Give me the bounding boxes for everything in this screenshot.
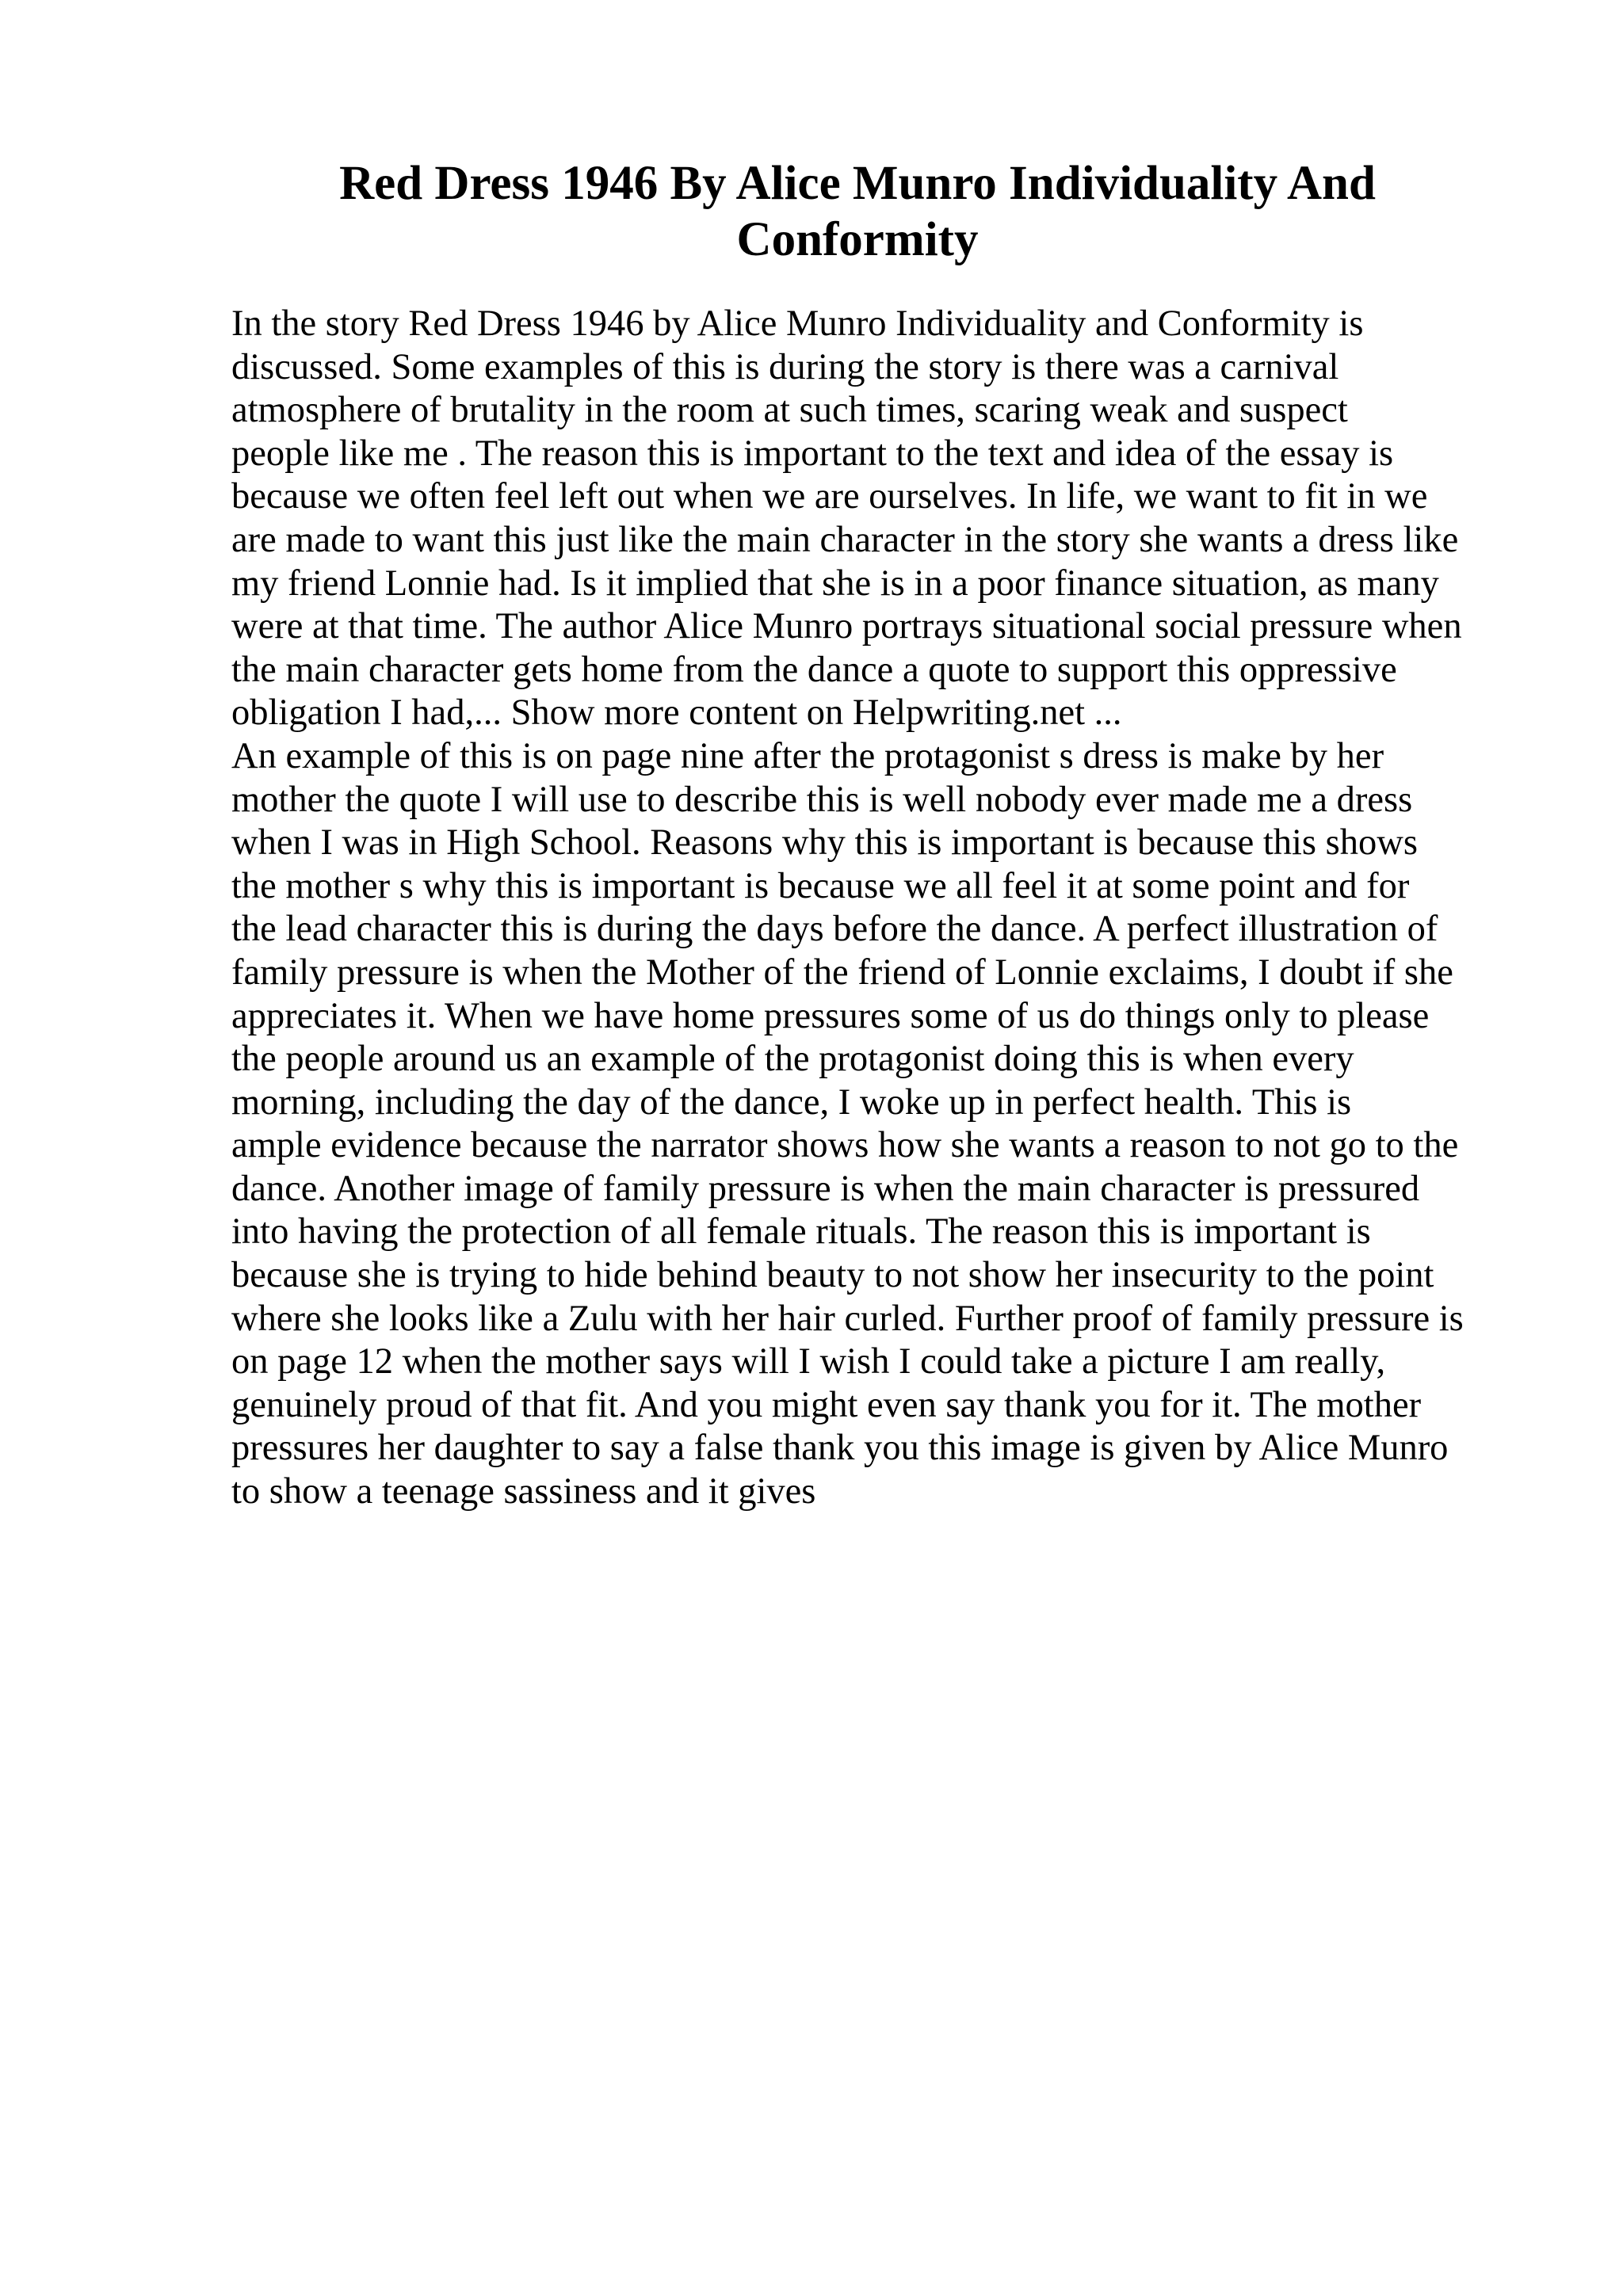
body-line: to show a teenage sassiness and it gives bbox=[231, 1471, 816, 1512]
body-line: because she is trying to hide behind beauty to not show her insecurity to the point bbox=[231, 1255, 1434, 1296]
body-line: into having the protection of all female rituals. The reason this is important is bbox=[231, 1211, 1371, 1253]
body-line: on page 12 when the mother says will I wish I could take a picture I am really, bbox=[231, 1341, 1386, 1383]
body-line: were at that time. The author Alice Munro portrays situational social pressure when bbox=[231, 606, 1462, 647]
body-line: discussed. Some examples of this is during the story is there was a carnival bbox=[231, 346, 1339, 387]
body-line: when I was in High School. Reasons why this is important is because this shows bbox=[231, 822, 1418, 864]
body-line: are made to want this just like the main character in the story she wants a dress like bbox=[231, 519, 1459, 560]
essay-body bbox=[231, 303, 1484, 1514]
title-line: Red Dress 1946 By Alice Munro Individuality And bbox=[339, 157, 1376, 210]
body-line: people like me . The reason this is important to the text and idea of the essay is bbox=[231, 433, 1394, 474]
body-line: ample evidence because the narrator shows how she wants a reason to not go to the bbox=[231, 1125, 1459, 1166]
body-line: the lead character this is during the days before the dance. A perfect illustration of bbox=[231, 909, 1438, 950]
body-line: genuinely proud of that fit. And you might even say thank you for it. The mother bbox=[231, 1384, 1422, 1425]
body-line: the main character gets home from the dance a quote to support this oppressive bbox=[231, 649, 1397, 690]
body-line: morning, including the day of the dance, I woke up in perfect health. This is bbox=[231, 1081, 1352, 1123]
body-line: appreciates it. When we have home pressures some of us do things only to please bbox=[231, 995, 1430, 1036]
body-line: pressures her daughter to say a false thank you this image is given by Alice Munro bbox=[231, 1428, 1449, 1469]
body-line: dance. Another image of family pressure is when the main character is pressured bbox=[231, 1168, 1420, 1209]
body-line: obligation I had,... Show more content on Helpwriting.net ... bbox=[231, 692, 1122, 734]
body-line: because we often feel left out when we are ourselves. In life, we want to fit in we bbox=[231, 476, 1428, 517]
body-line: the mother s why this is important is because we all feel it at some point and for bbox=[231, 865, 1410, 906]
body-line: family pressure is when the Mother of the friend of Lonnie exclaims, I doubt if she bbox=[231, 952, 1453, 993]
body-line: the people around us an example of the protagonist doing this is when every bbox=[231, 1039, 1354, 1080]
body-line: my friend Lonnie had. Is it implied that she is in a poor finance situation, as many bbox=[231, 563, 1439, 604]
body-line: atmosphere of brutality in the room at such times, scaring weak and suspect bbox=[231, 390, 1348, 431]
title-line: Conformity bbox=[736, 213, 979, 266]
body-line: An example of this is on page nine after the protagonist s dress is make by her bbox=[231, 735, 1384, 776]
body-line: mother the quote I will use to describe this is well nobody ever made me a dress bbox=[231, 779, 1413, 820]
body-line: where she looks like a Zulu with her hair curled. Further proof of family pressure is bbox=[231, 1298, 1464, 1339]
document-title bbox=[231, 155, 1484, 268]
body-line: In the story Red Dress 1946 by Alice Munro Individuality and Conformity is bbox=[231, 303, 1364, 344]
